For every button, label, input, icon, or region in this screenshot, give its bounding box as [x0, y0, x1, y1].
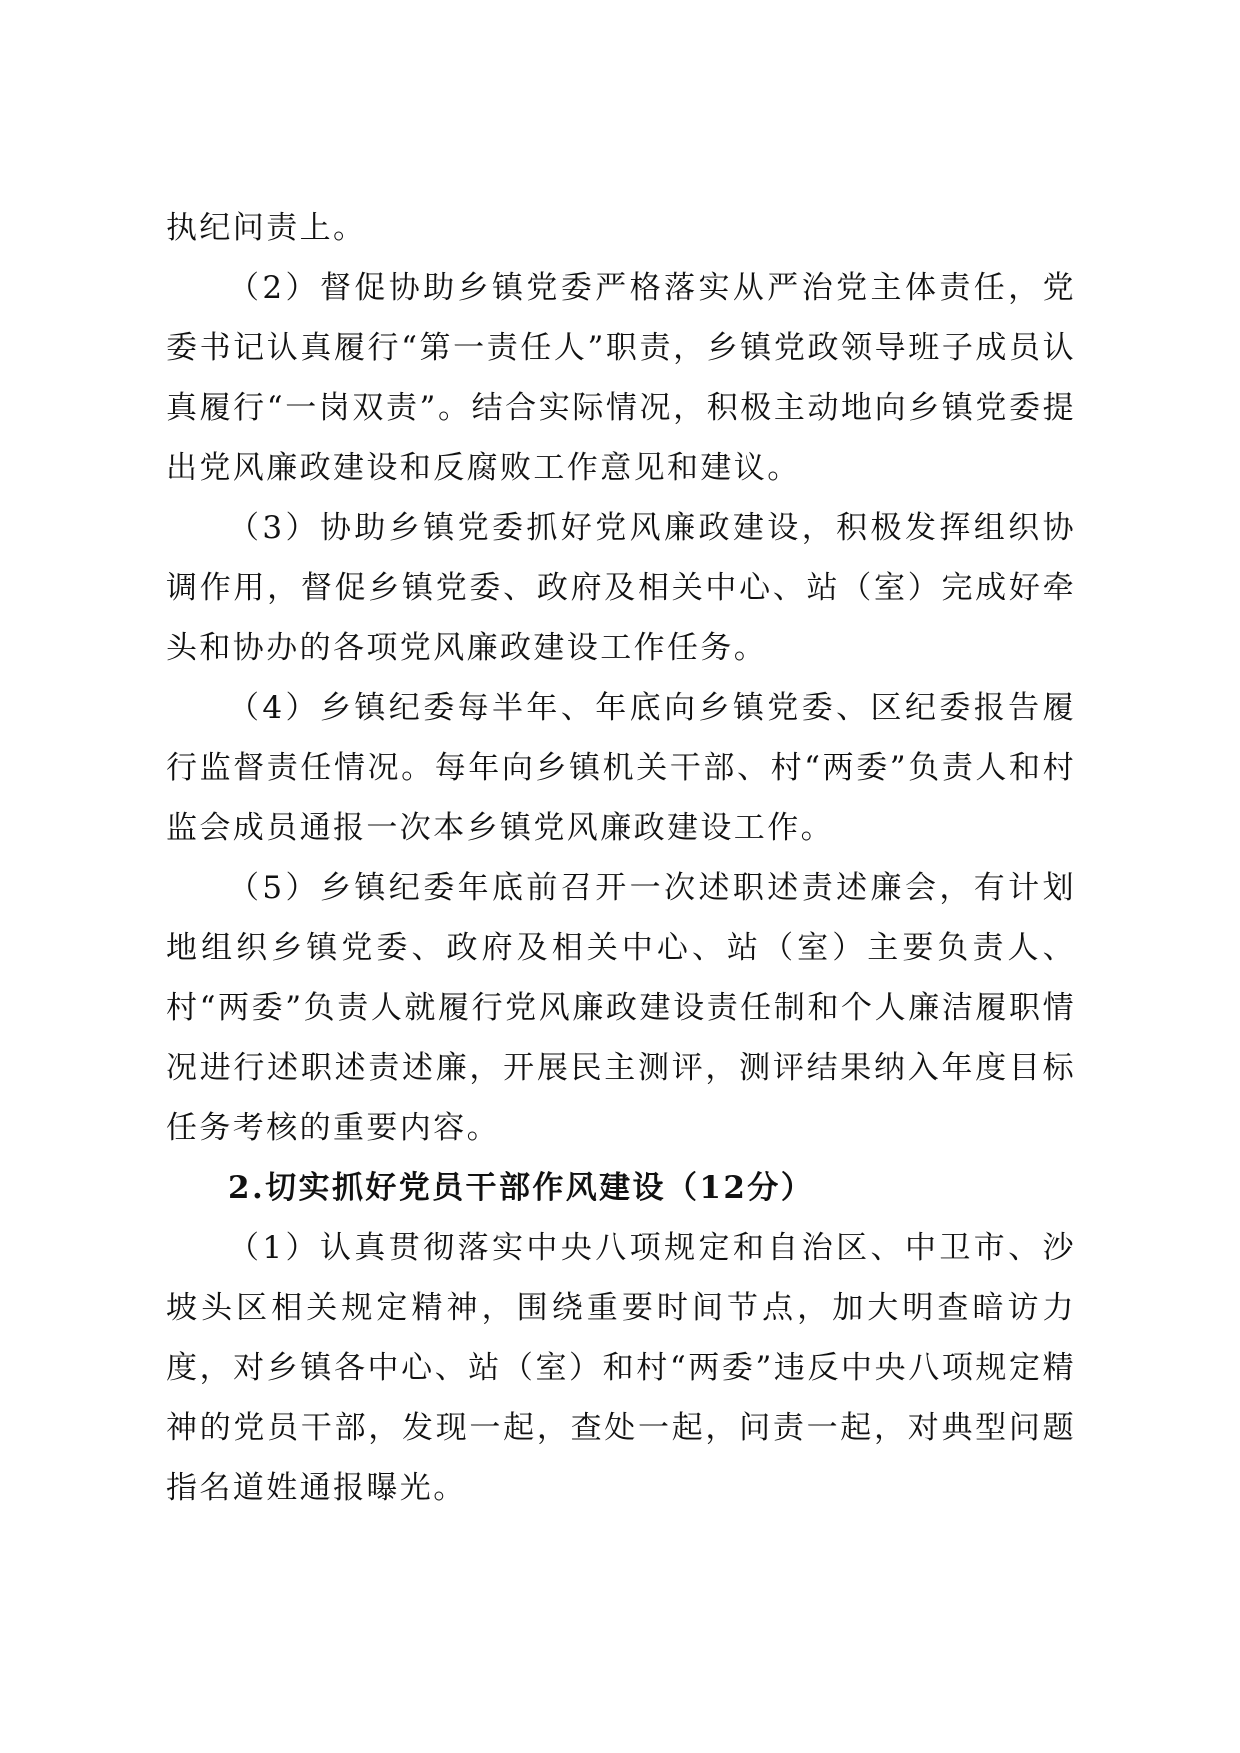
- paragraph-item-2: （2）督促协助乡镇党委严格落实从严治党主体责任，党委书记认真履行“第一责任人”职责，乡镇党政领导班子成员认真履行“一岗双责”。结合实际情况，积极主动地向乡镇党委提出党风廉政建设和反腐败工作意见和建议。: [166, 270, 1076, 486]
- paragraph-item-5: （5）乡镇纪委年底前召开一次述职述责述廉会，有计划地组织乡镇党委、政府及相关中心、站（室）主要负责人、村“两委”负责人就履行党风廉政建设责任制和个人廉洁履职情况进行述职述责述廉，开展民主测评，测评结果纳入年度目标任务考核的重要内容。: [166, 870, 1076, 1146]
- paragraph-subitem-1: （1）认真贯彻落实中央八项规定和自治区、中卫市、沙坡头区相关规定精神，围绕重要时间节点，加大明查暗访力度，对乡镇各中心、站（室）和村“两委”违反中央八项规定精神的党员干部，发现一起，查处一起，问责一起，对典型问题指名道姓通报曝光。: [166, 1230, 1076, 1506]
- section-heading: 2.切实抓好党员干部作风建设（12分）: [228, 1170, 815, 1206]
- paragraph-item-4: （4）乡镇纪委每半年、年底向乡镇党委、区纪委报告履行监督责任情况。每年向乡镇机关干部、村“两委”负责人和村监会成员通报一次本乡镇党风廉政建设工作。: [166, 690, 1076, 846]
- paragraph-continuation: 执纪问责上。: [166, 210, 367, 246]
- paragraph-item-3: （3）协助乡镇党委抓好党风廉政建设，积极发挥组织协调作用，督促乡镇党委、政府及相关中心、站（室）完成好牵头和协办的各项党风廉政建设工作任务。: [166, 510, 1076, 666]
- document-body: [166, 210, 1076, 1518]
